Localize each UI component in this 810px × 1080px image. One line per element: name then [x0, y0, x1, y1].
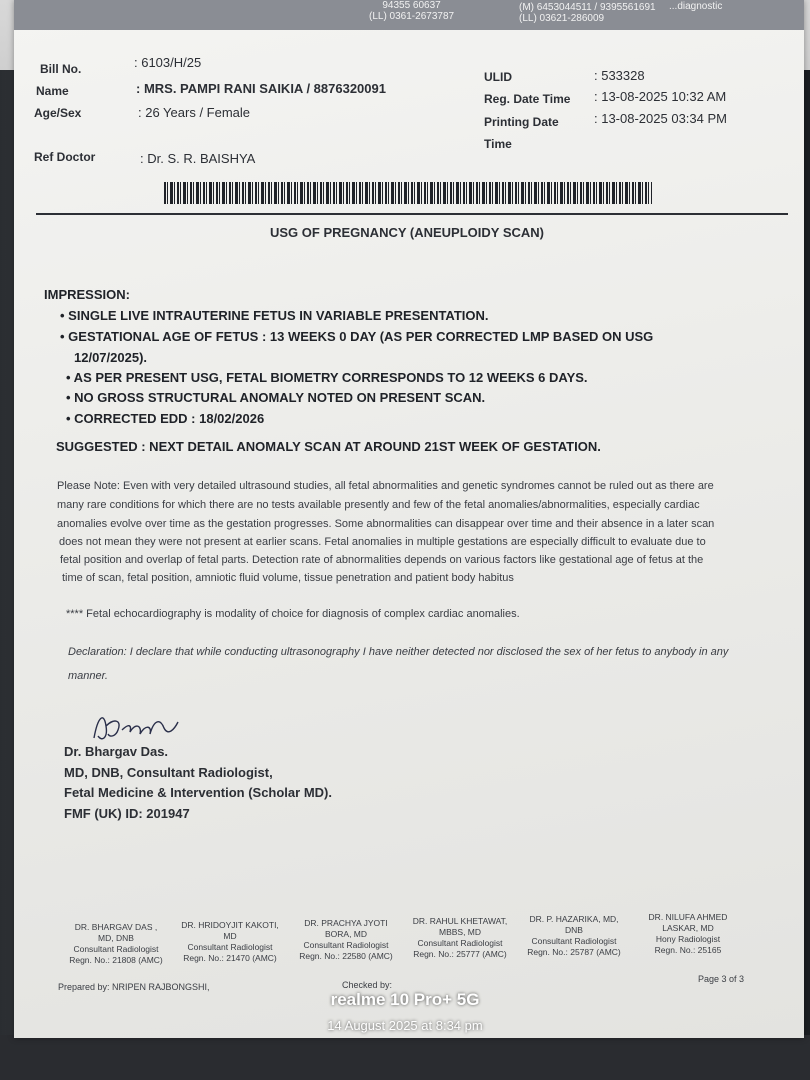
- doctor-role: Hony Radiologist: [655, 934, 721, 944]
- doctor-role: Consultant Radiologist: [417, 938, 503, 948]
- doctor-credit: [628, 912, 748, 956]
- doctor-name: DR. BHARGAV DAS ,: [74, 922, 158, 932]
- mobile-right: (M) 6453044511 / 9395561691: [519, 2, 656, 13]
- echo-note: **** Fetal echocardiography is modality of choice for diagnosis of complex cardiac anomalies.: [66, 608, 520, 620]
- report-paper: [14, 0, 804, 1038]
- camera-timestamp-watermark: 14 August 2025 at 8:34 pm: [327, 1018, 483, 1033]
- note-line: time of scan, fetal position, amniotic fluid volume, tissue penetration and patient body habitus: [62, 572, 514, 584]
- landline-left: (LL) 0361-2673787: [369, 11, 455, 22]
- bill-value: : 6103/H/25: [134, 55, 202, 70]
- impression-item: • SINGLE LIVE INTRAUTERINE FETUS IN VARIABLE PRESENTATION.: [60, 308, 489, 323]
- report-title: USG OF PREGNANCY (ANEUPLOIDY SCAN): [270, 225, 544, 240]
- impression-item: • GESTATIONAL AGE OF FETUS : 13 WEEKS 0 DAY (AS PER CORRECTED LMP BASED ON USG: [60, 329, 654, 344]
- doctor-degree: MD, DNB: [98, 933, 134, 943]
- signature-image: [88, 708, 188, 748]
- printdate-label-time: Time: [484, 137, 512, 151]
- background-bottom: [0, 1035, 810, 1080]
- doctor-regn: Regn. No.: 22580 (AMC): [299, 951, 393, 961]
- landline-right: (LL) 03621-286009: [519, 13, 605, 24]
- note-line: does not mean they were not present at earlier scans. Fetal anomalies in multiple gestations are especially difficult to evaluate due to: [59, 536, 706, 548]
- refdoc-label: Ref Doctor: [34, 150, 96, 164]
- impression-heading: IMPRESSION:: [44, 287, 130, 302]
- doctor-name: DR. HRIDOYJIT KAKOTI,: [181, 920, 279, 930]
- doctor-role: Consultant Radiologist: [187, 942, 273, 952]
- doctor-regn: Regn. No.: 25787 (AMC): [527, 947, 621, 957]
- doctor-degree: MD: [223, 931, 237, 941]
- doctor-regn: Regn. No.: 21470 (AMC): [183, 953, 277, 963]
- doctor-role: Consultant Radiologist: [303, 940, 389, 950]
- doctor-regn: Regn. No.: 25165: [654, 945, 722, 955]
- bill-label: Bill No.: [40, 62, 82, 76]
- suggested-text: SUGGESTED : NEXT DETAIL ANOMALY SCAN AT AROUND 21ST WEEK OF GESTATION.: [56, 439, 601, 454]
- refdoc-value: : Dr. S. R. BAISHYA: [140, 151, 256, 166]
- printdate-label: Printing Date: [484, 115, 559, 129]
- agesex-label: Age/Sex: [34, 106, 82, 120]
- doctor-degree: BORA, MD: [324, 929, 368, 939]
- checked-by: Checked by:: [342, 980, 393, 990]
- page-number: Page 3 of 3: [698, 974, 745, 984]
- letterhead-strip: [14, 0, 804, 30]
- regdate-value: : 13-08-2025 10:32 AM: [594, 89, 727, 104]
- signatory-name: Dr. Bhargav Das.: [64, 744, 169, 759]
- doctor-credit: [56, 922, 176, 966]
- signatory-qualification: MD, DNB, Consultant Radiologist,: [64, 765, 273, 780]
- signatory-specialty: Fetal Medicine & Intervention (Scholar MD).: [64, 785, 332, 800]
- note-line: fetal position and overlap of fetal parts. Detection rate of abnormalities depends on various factors like gestational age of fetus at the: [60, 554, 704, 566]
- doctor-regn: Regn. No.: 21808 (AMC): [69, 955, 163, 965]
- doctor-credit: [170, 920, 290, 964]
- phone-top: 94355 60637: [382, 0, 441, 11]
- doctor-credit: [286, 918, 406, 962]
- note-line: anomalies evolve over time as the gestation progresses. Some abnormalities can disappear over time and their absence in a later scan: [57, 518, 715, 530]
- printdate-value: : 13-08-2025 03:34 PM: [594, 111, 727, 126]
- barcode: [164, 182, 652, 204]
- doctor-regn: Regn. No.: 25777 (AMC): [413, 949, 507, 959]
- ulid-value: : 533328: [594, 68, 645, 83]
- doctor-role: Consultant Radiologist: [531, 936, 617, 946]
- header-rule: [36, 213, 788, 215]
- impression-item: 12/07/2025).: [74, 350, 148, 365]
- doctor-credit: [514, 914, 634, 958]
- signatory-fmf-id: FMF (UK) ID: 201947: [64, 806, 190, 821]
- declaration-line: manner.: [68, 670, 108, 682]
- declaration-line: Declaration: I declare that while conducting ultrasonography I have neither detected nor disclosed the sex of her fetus to anybody in any: [68, 646, 729, 658]
- letterhead-right-contacts: [519, 2, 656, 24]
- doctor-name: DR. PRACHYA JYOTI: [304, 918, 388, 928]
- prepared-by: Prepared by: NRIPEN RAJBONGSHI,: [58, 982, 210, 992]
- name-label: Name: [36, 84, 69, 98]
- doctor-name: DR. RAHUL KHETAWAT,: [412, 916, 508, 926]
- doctor-name: DR. P. HAZARIKA, MD,: [529, 914, 619, 924]
- name-value: : MRS. PAMPI RANI SAIKIA / 8876320091: [136, 81, 386, 96]
- doctor-role: Consultant Radiologist: [73, 944, 159, 954]
- website-partial: ...diagnostic: [669, 1, 723, 12]
- agesex-value: : 26 Years / Female: [138, 105, 251, 120]
- impression-item: • AS PER PRESENT USG, FETAL BIOMETRY CORRESPONDS TO 12 WEEKS 6 DAYS.: [66, 370, 588, 385]
- note-line: many rare conditions for which there are no tests available presently and few of the fetal anomalies/abnormalities, especially cardiac: [57, 499, 700, 511]
- ulid-label: ULID: [484, 70, 512, 84]
- camera-device-watermark: realme 10 Pro+ 5G: [330, 990, 480, 1009]
- doctor-degree: DNB: [565, 925, 583, 935]
- impression-item: • CORRECTED EDD : 18/02/2026: [66, 411, 265, 426]
- doctor-degree: LASKAR, MD: [662, 923, 714, 933]
- impression-item: • NO GROSS STRUCTURAL ANOMALY NOTED ON PRESENT SCAN.: [66, 390, 486, 405]
- regdate-label: Reg. Date Time: [484, 92, 571, 106]
- letterhead-left-contacts: [369, 0, 454, 22]
- doctor-credit: [400, 916, 520, 960]
- doctor-name: DR. NILUFA AHMED: [648, 912, 728, 922]
- note-line: Please Note: Even with very detailed ultrasound studies, all fetal abnormalities and genetic syndromes cannot be ruled out as there are: [57, 480, 714, 492]
- doctor-degree: MBBS, MD: [438, 927, 482, 937]
